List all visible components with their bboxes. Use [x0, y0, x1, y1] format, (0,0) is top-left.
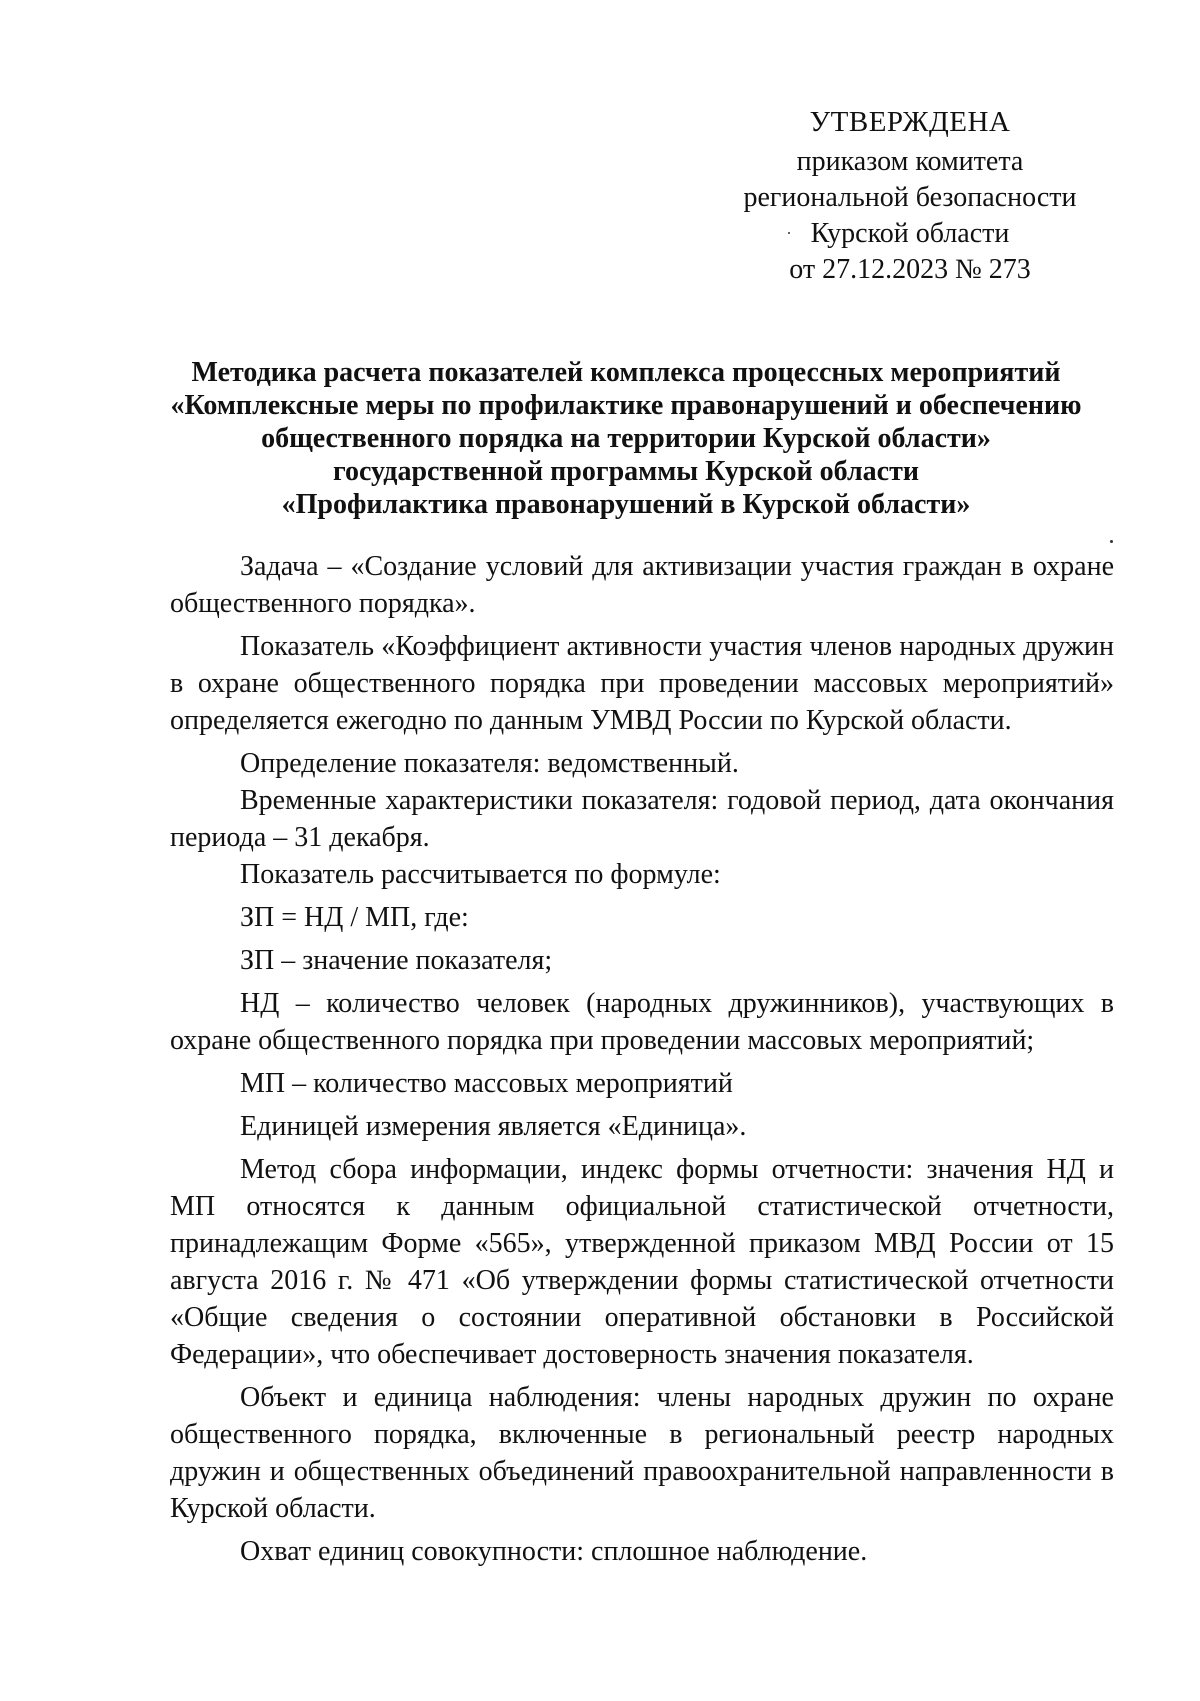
paragraph-unit: Единицей измерения является «Единица». — [240, 1111, 747, 1142]
paragraph-definition: Определение показателя: ведомственный. — [240, 748, 739, 779]
paragraph-indicator: Показатель «Коэффициент активности участия членов народных дружин в охране общественного порядка при проведении массовых мероприятий» определяется ежегодно по данным УМВД России по Курской области. — [170, 631, 1114, 736]
paragraph-task: Задача – «Создание условий для активизации участия граждан в охране общественного порядка». — [170, 551, 1114, 619]
approval-line-date-number: от 27.12.2023 № 273 — [789, 254, 1031, 285]
approval-line-order: приказом комитета — [796, 146, 1024, 177]
approval-line-committee: региональной безопасности — [743, 182, 1077, 213]
document-body — [170, 548, 1114, 1570]
scan-speck — [788, 232, 790, 234]
paragraph-mp-definition: МП – количество массовых мероприятий — [240, 1068, 733, 1099]
paragraph-nd-definition: НД – количество человек (народных дружинников), участвующих в охране общественного порядка при проведении массовых мероприятий; — [170, 988, 1114, 1056]
paragraph-formula: ЗП = НД / МП, где: — [240, 902, 469, 933]
document-title — [160, 356, 1092, 521]
paragraph-zp-definition: ЗП – значение показателя; — [240, 945, 553, 976]
title-line-3: общественного порядка на территории Курской области» — [261, 423, 991, 454]
title-line-5: «Профилактика правонарушений в Курской области» — [281, 489, 971, 520]
paragraph-collection-method: Метод сбора информации, индекс формы отчетности: значения НД и МП относятся к данным официальной статистической отчетности, принадлежащим Форме «565», утвержденной приказом МВД России от 15 августа 2016 г. № 471 «Об утверждении формы статистической отчетности «Общие сведения о состоянии оперативной обстановки в Российской Федерации», что обеспечивает достоверность значения показателя. — [170, 1154, 1114, 1370]
approval-line-region: Курской области — [810, 218, 1010, 249]
approval-block — [720, 104, 1100, 288]
approval-stamp-word: УТВЕРЖДЕНА — [809, 106, 1011, 138]
paragraph-observation-object: Объект и единица наблюдения: члены народных дружин по охране общественного порядка, включенные в региональный реестр народных дружин и общественных объединений правоохранительной направленности в Курской области. — [170, 1382, 1114, 1524]
paragraph-time-characteristics: Временные характеристики показателя: годовой период, дата окончания периода – 31 декабря. — [170, 785, 1114, 853]
scan-speck — [1110, 540, 1113, 543]
title-line-1: Методика расчета показателей комплекса процессных мероприятий — [191, 357, 1061, 388]
paragraph-coverage: Охват единиц совокупности: сплошное наблюдение. — [240, 1536, 868, 1567]
title-line-2: «Комплексные меры по профилактике правонарушений и обеспечению — [170, 390, 1082, 421]
title-line-4: государственной программы Курской области — [332, 456, 919, 487]
paragraph-formula-intro: Показатель рассчитывается по формуле: — [240, 859, 721, 890]
